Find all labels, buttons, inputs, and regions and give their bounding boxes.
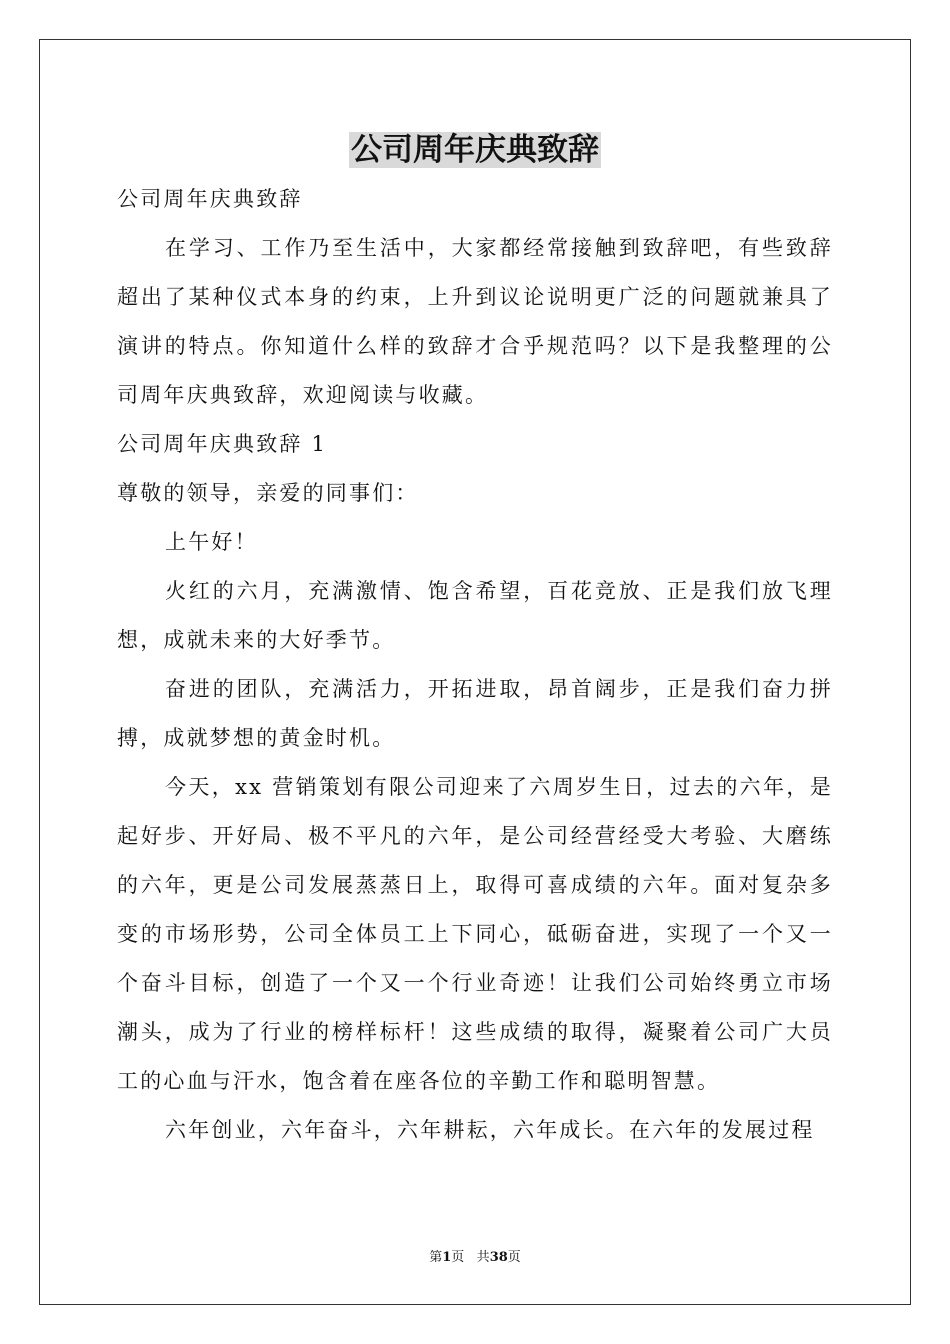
document-title-text: 公司周年庆典致辞 (351, 132, 599, 168)
paragraph-greeting: 上午好！ (165, 530, 258, 554)
document-title (0, 128, 950, 172)
page-footer (0, 1246, 950, 1265)
footer-total-prefix: 共 (476, 1250, 490, 1265)
footer-page-prefix: 第 (429, 1250, 443, 1265)
paragraph-intro: 在学习、工作乃至生活中，大家都经常接触到致辞吧，有些致辞超出了某种仪式本身的约束，上升到议论说明更广泛的问题就兼具了演讲的特点。你知道什么样的致辞才合乎规范吗？以下是我整理的公司周年庆典致辞，欢迎阅读与收藏。 (117, 236, 833, 407)
paragraph-body-4: 六年创业，六年奋斗，六年耕耘，六年成长。在六年的发展过程 (165, 1118, 815, 1142)
footer-total-pages: 38 (489, 1250, 508, 1265)
paragraph-section-heading: 公司周年庆典致辞 1 (117, 432, 328, 456)
paragraph-salutation: 尊敬的领导，亲爱的同事们： (117, 481, 419, 505)
footer-total-suffix: 页 (507, 1250, 521, 1265)
footer-page-suffix: 页 (451, 1250, 465, 1265)
paragraph-body-1: 火红的六月，充满激情、饱含希望，百花竞放、正是我们放飞理想，成就未来的大好季节。 (117, 579, 833, 652)
paragraph-body-3: 今天，xx 营销策划有限公司迎来了六周岁生日，过去的六年，是起好步、开好局、极不平凡的六年，是公司经营经受大考验、大磨练的六年，更是公司发展蒸蒸日上，取得可喜成绩的六年。面对复杂多变的市场形势，公司全体员工上下同心，砥砺奋进，实现了一个又一个奋斗目标，创造了一个又一个行业奇迹！让我们公司始终勇立市场潮头，成为了行业的榜样标杆！这些成绩的取得，凝聚着公司广大员工的心血与汗水，饱含着在座各位的辛勤工作和聪明智慧。 (117, 775, 833, 1093)
footer-page-number: 1 (442, 1250, 452, 1265)
paragraph-subtitle: 公司周年庆典致辞 (117, 187, 303, 211)
paragraph-body-2: 奋进的团队，充满活力，开拓进取，昂首阔步，正是我们奋力拼搏，成就梦想的黄金时机。 (117, 677, 833, 750)
document-body (117, 175, 833, 1155)
